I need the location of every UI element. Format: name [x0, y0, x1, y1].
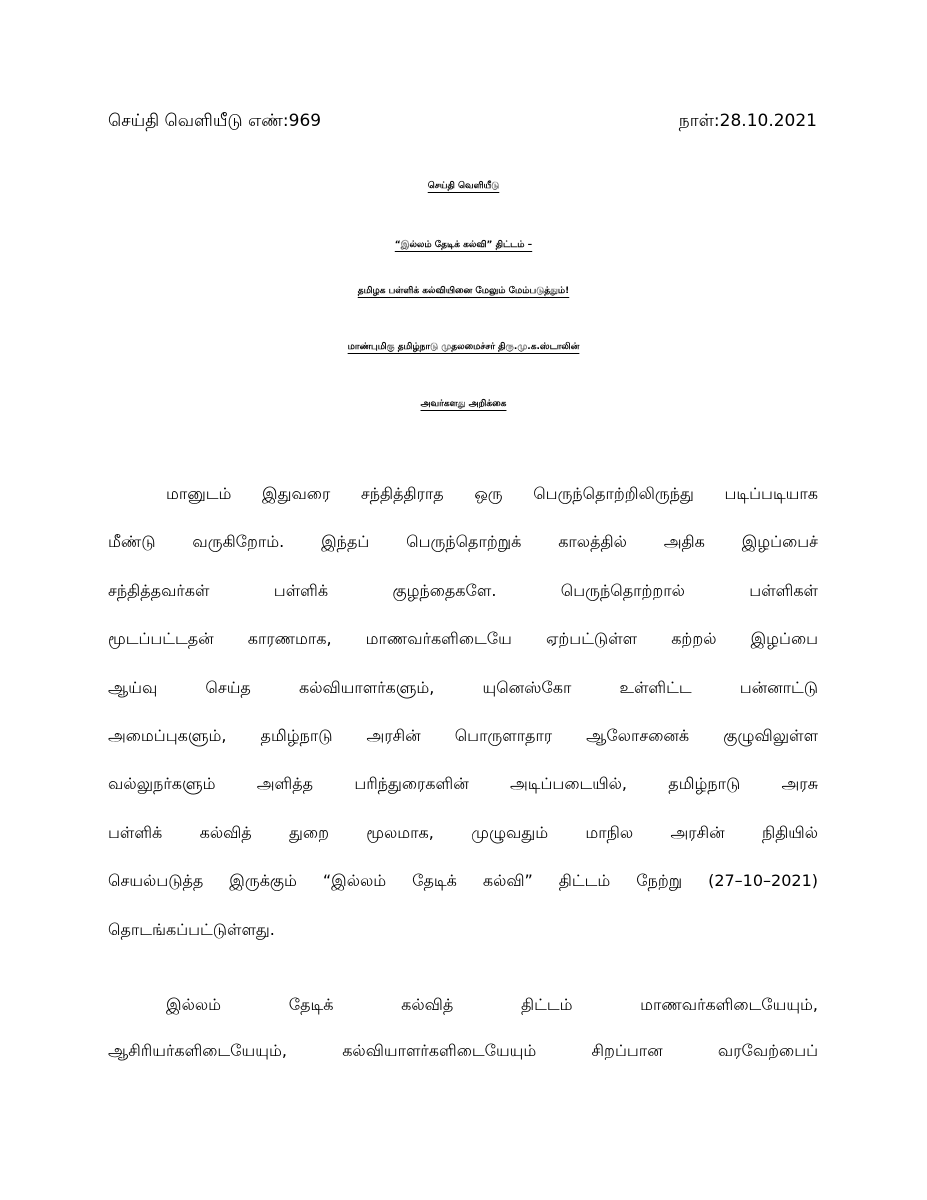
release-number: செய்தி வெளியீடு எண்:969 [108, 111, 322, 131]
release-date: நாள்:28.10.2021 [678, 111, 817, 131]
chief-minister-heading: மாண்புமிகு தமிழ்நாடு முதலமைச்சர் திரு.மு.க.ஸ்டாலின் [347, 342, 580, 352]
paragraph-2-line: ஆசிரியர்களிடையேயும், கல்வியாளர்களிடையேயும் சிறப்பான வரவேற்பைப் [108, 1041, 818, 1060]
paragraph-2-line: இல்லம் தேடிக் கல்வித் திட்டம் மாணவர்களிடையேயும், [166, 995, 818, 1014]
statement-heading: அவர்களது அறிக்கை [420, 399, 507, 409]
paragraph-1-line: மீண்டு வருகிறோம். இந்தப் பெருந்தொற்றுக் காலத்தில் அதிக இழப்பைச் [108, 532, 818, 552]
paragraph-1-line: அமைப்புகளும், தமிழ்நாடு அரசின் பொருளாதார ஆலோசனைக் குழுவிலுள்ள [108, 725, 818, 745]
paragraph-1-line: பள்ளிக் கல்வித் துறை மூலமாக, முழுவதும் மாநில அரசின் நிதியில் [108, 822, 819, 842]
paragraph-1-line: சந்தித்தவர்கள் பள்ளிக் குழந்தைகளே. பெருந்தொற்றால் பள்ளிகள் [108, 580, 818, 600]
scheme-title-line-1: “இல்லம் தேடிக் கல்வி” திட்டம் – [394, 240, 533, 250]
paragraph-1-line: தொடங்கப்பட்டுள்ளது. [108, 919, 275, 939]
paragraph-1 [108, 470, 818, 954]
press-release-heading: செய்தி வெளியீடு [427, 181, 500, 191]
paragraph-1-line: மூடப்பட்டதன் காரணமாக, மாணவர்களிடையே ஏற்பட்டுள்ள கற்றல் இழப்பை [108, 629, 818, 649]
paragraph-1-line: ஆய்வு செய்த கல்வியாளர்களும், யுனெஸ்கோ உள்ளிட்ட பன்னாட்டு [108, 677, 818, 697]
document-meta-row [108, 108, 817, 134]
scheme-title-line-2: தமிழக பள்ளிக் கல்வியினை மேலும் மேம்படுத்தும்! [357, 286, 570, 296]
paragraph-1-line: மானுடம் இதுவரை சந்தித்திராத ஒரு பெருந்தொற்றிலிருந்து படிப்படியாக [166, 484, 818, 503]
paragraph-1-line: வல்லுநர்களும் அளித்த பரிந்துரைகளின் அடிப்படையில், தமிழ்நாடு அரசு [108, 774, 818, 794]
paragraph-2 [108, 982, 818, 1074]
paragraph-1-line: செயல்படுத்த இருக்கும் “இல்லம் தேடிக் கல்வி” திட்டம் நேற்று (27–10–2021) [108, 871, 818, 891]
